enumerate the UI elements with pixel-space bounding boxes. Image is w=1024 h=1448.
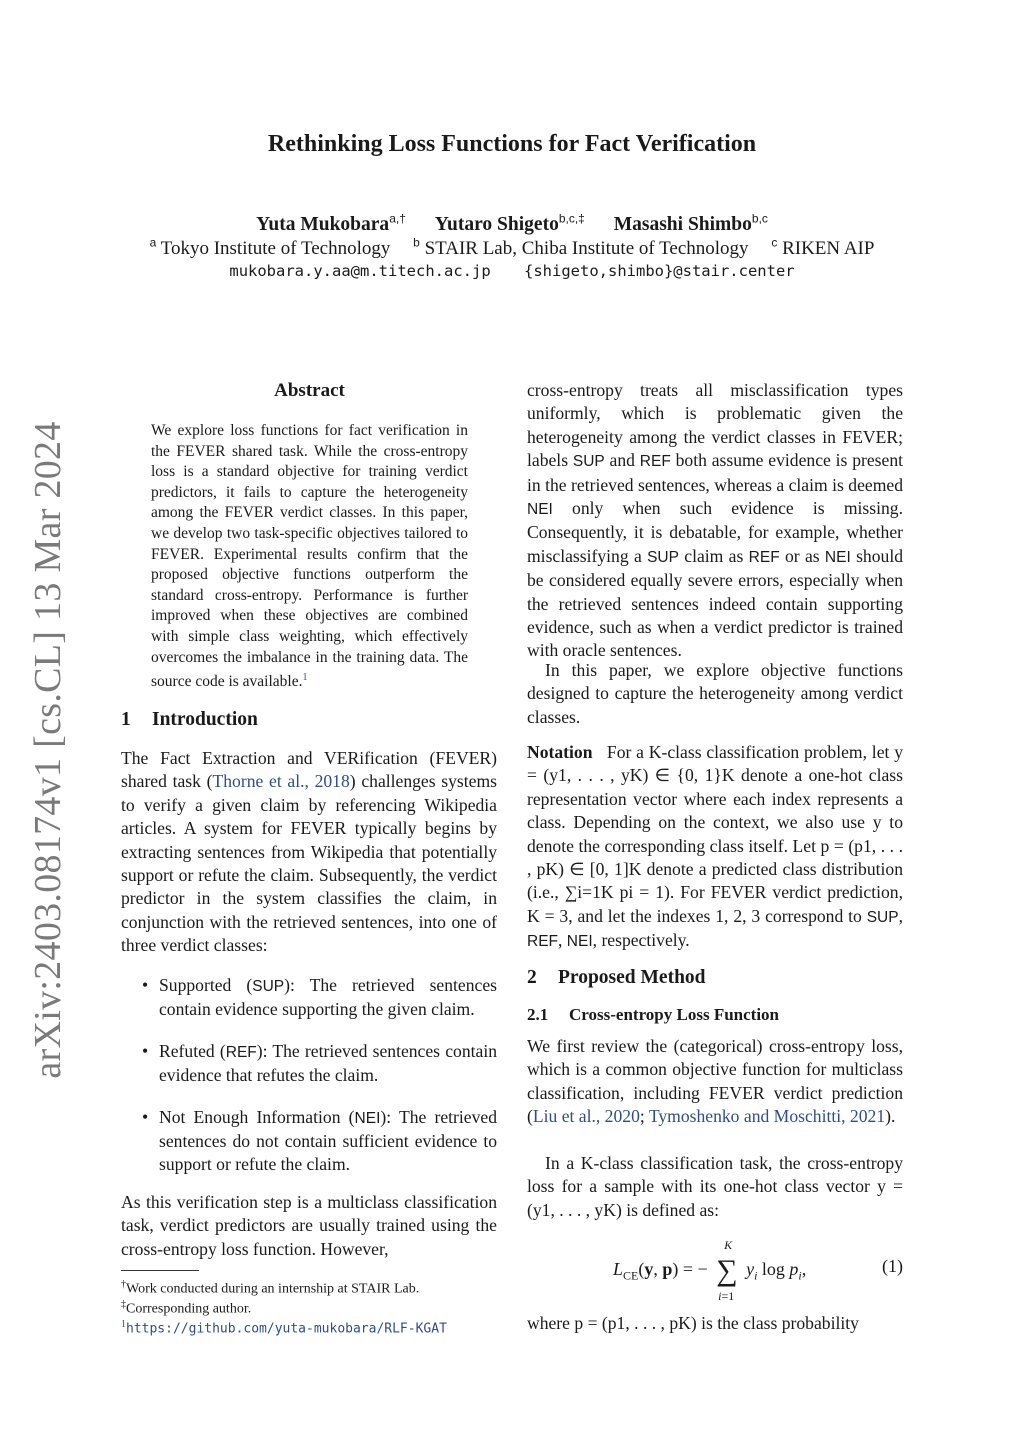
section-heading-proposed-method: 2 Proposed Method xyxy=(527,967,706,988)
author: Masashi Shimbo$^{b,c}$ xyxy=(613,211,768,235)
verdict-class-list xyxy=(140,974,497,1195)
equation-number: (1) xyxy=(882,1256,903,1276)
intro-paragraph: As this verification step is a multiclass classification task, verdict predictors are usually trained using the cross-entropy loss function. However, xyxy=(121,1192,497,1259)
equation-cross-entropy: $L_{CE}(y$, p) = − ∑ K i=1 $y_i$ $\log p_i$, (1) xyxy=(613,1238,903,1303)
list-item: • Not Enough Information (NEI): The retrieved sentences do not contain sufficient evidence to support or refute the claim. xyxy=(142,1106,498,1175)
notation-paragraph: Notation For a K-class classification problem, let y = (y1, . . . , yK) ∈ {0, 1}K denote a one-hot class representation vector where each index represents a class. Depending on the context, we also use y to denote the corresponding class itself. Let p = (p1, . . . , pK) ∈ [0, 1]K denote a predicted class distribution (i.e., ∑i=1K pi = 1). For FEVER verdict prediction, K = 3, and let the indexes 1, 2, 3 correspond to SUP, REF, NEI, respectively. xyxy=(527,742,903,951)
footnote: ‡Corresponding author. xyxy=(121,1299,252,1317)
abstract-body: We explore loss functions for fact verification in the FEVER shared task. While the cross-entropy loss is a standard objective for training verdict predictors, it fails to capture the heterogeneity among the FEVER verdict classes. In this paper, we develop two task-specific objectives tailored to FEVER. Experimental results confirm that the proposed objective functions outperform the standard cross-entropy. Performance is further improved when these objectives are combined with simple class weighting, which effectively overcomes the imbalance in the training data. The source code is available.$^1$ xyxy=(151,422,468,691)
list-item: • Supported (SUP): The retrieved sentences contain evidence supporting the given claim. xyxy=(142,975,497,1020)
subsection-heading: 2.1 Cross-entropy Loss Function xyxy=(527,1005,780,1024)
body-paragraph: We first review the (categorical) cross-entropy loss, which is a common objective function for multiclass classification, including FEVER verdict prediction (Liu et al., 2020; Tymoshenko and Moschitti, 2021). xyxy=(527,1036,903,1127)
list-item: • Refuted (REF): The retrieved sentences contain evidence that refutes the claim. xyxy=(142,1040,497,1086)
affiliation: $^b$ STAIR Lab, Chiba Institute of Technology xyxy=(413,236,749,260)
body-paragraph: cross-entropy treats all misclassification types uniformly, which is problematic given the heterogeneity among the verdict classes in FEVER; labels SUP and REF both assume evidence is present in the retrieved sentences, whereas a claim is deemed NEI only when such evidence is missing. Consequently, it is debatable, for example, whether misclassifying a SUP claim as REF or as NEI should be considered equally severe errors, especially when the retrieved sentences indeed contain supporting evidence, such as when a verdict predictor is trained with oracle sentences. xyxy=(527,380,904,661)
arxiv-identifier: arXiv:2403.08174v1 [cs.CL] 13 Mar 2024 xyxy=(27,421,69,1079)
citation-link[interactable]: Liu et al., 2020 xyxy=(532,1106,640,1127)
author: Yuta Mukobara$^{a,\dagger}$ xyxy=(256,211,406,235)
affiliation-list xyxy=(0,236,1024,260)
footnote: †Work conducted during an internship at STAIR Lab. xyxy=(121,1279,420,1297)
source-code-link[interactable]: https://github.com/yuta-mukobara/RLF-KGAT xyxy=(126,1321,447,1337)
paper-title: Rethinking Loss Functions for Fact Verification xyxy=(267,131,757,157)
intro-paragraph: The Fact Extraction and VERification (FEVER) shared task (Thorne et al., 2018) challenges systems to verify a given claim by referencing Wikipedia articles. A system for FEVER typically begins by extracting sentences from Wikipedia that potentially support or refute the claim. Subsequently, the verdict predictor in the system classifies the claim, in conjunction with the retrieved sentences, into one of three verdict classes: xyxy=(121,748,497,956)
body-paragraph: In this paper, we explore objective functions designed to capture the heterogeneity among verdict classes. xyxy=(527,660,903,727)
author: Yutaro Shigeto$^{b,c,\ddagger}$ xyxy=(434,211,585,235)
email[interactable]: mukobara.y.aa@m.titech.ac.jp xyxy=(229,262,491,280)
footnote: $^1$https://github.com/yuta-mukobara/RLF-KGAT xyxy=(121,1319,447,1337)
section-heading-introduction: 1 Introduction xyxy=(121,709,258,730)
author-emails xyxy=(0,262,1024,280)
body-paragraph: In a K-class classification task, the cross-entropy loss for a sample with its one-hot class vector y = (y1, . . . , yK) is defined as: xyxy=(527,1153,903,1220)
author-list xyxy=(0,211,1024,236)
email[interactable]: {shigeto,shimbo}@stair.center xyxy=(524,262,795,280)
citation-link[interactable]: Thorne et al., 2018 xyxy=(212,771,350,792)
affiliation: $^a$ Tokyo Institute of Technology xyxy=(149,236,391,260)
abstract-heading: Abstract xyxy=(274,380,345,401)
citation-link[interactable]: Tymoshenko and Moschitti, 2021 xyxy=(648,1106,886,1127)
footnote-divider xyxy=(121,1270,199,1271)
body-paragraph: where p = (p1, . . . , pK) is the class probability xyxy=(527,1313,859,1333)
footnote-link[interactable]: 1 xyxy=(302,672,308,684)
affiliation: $^c$ RIKEN AIP xyxy=(771,236,875,260)
